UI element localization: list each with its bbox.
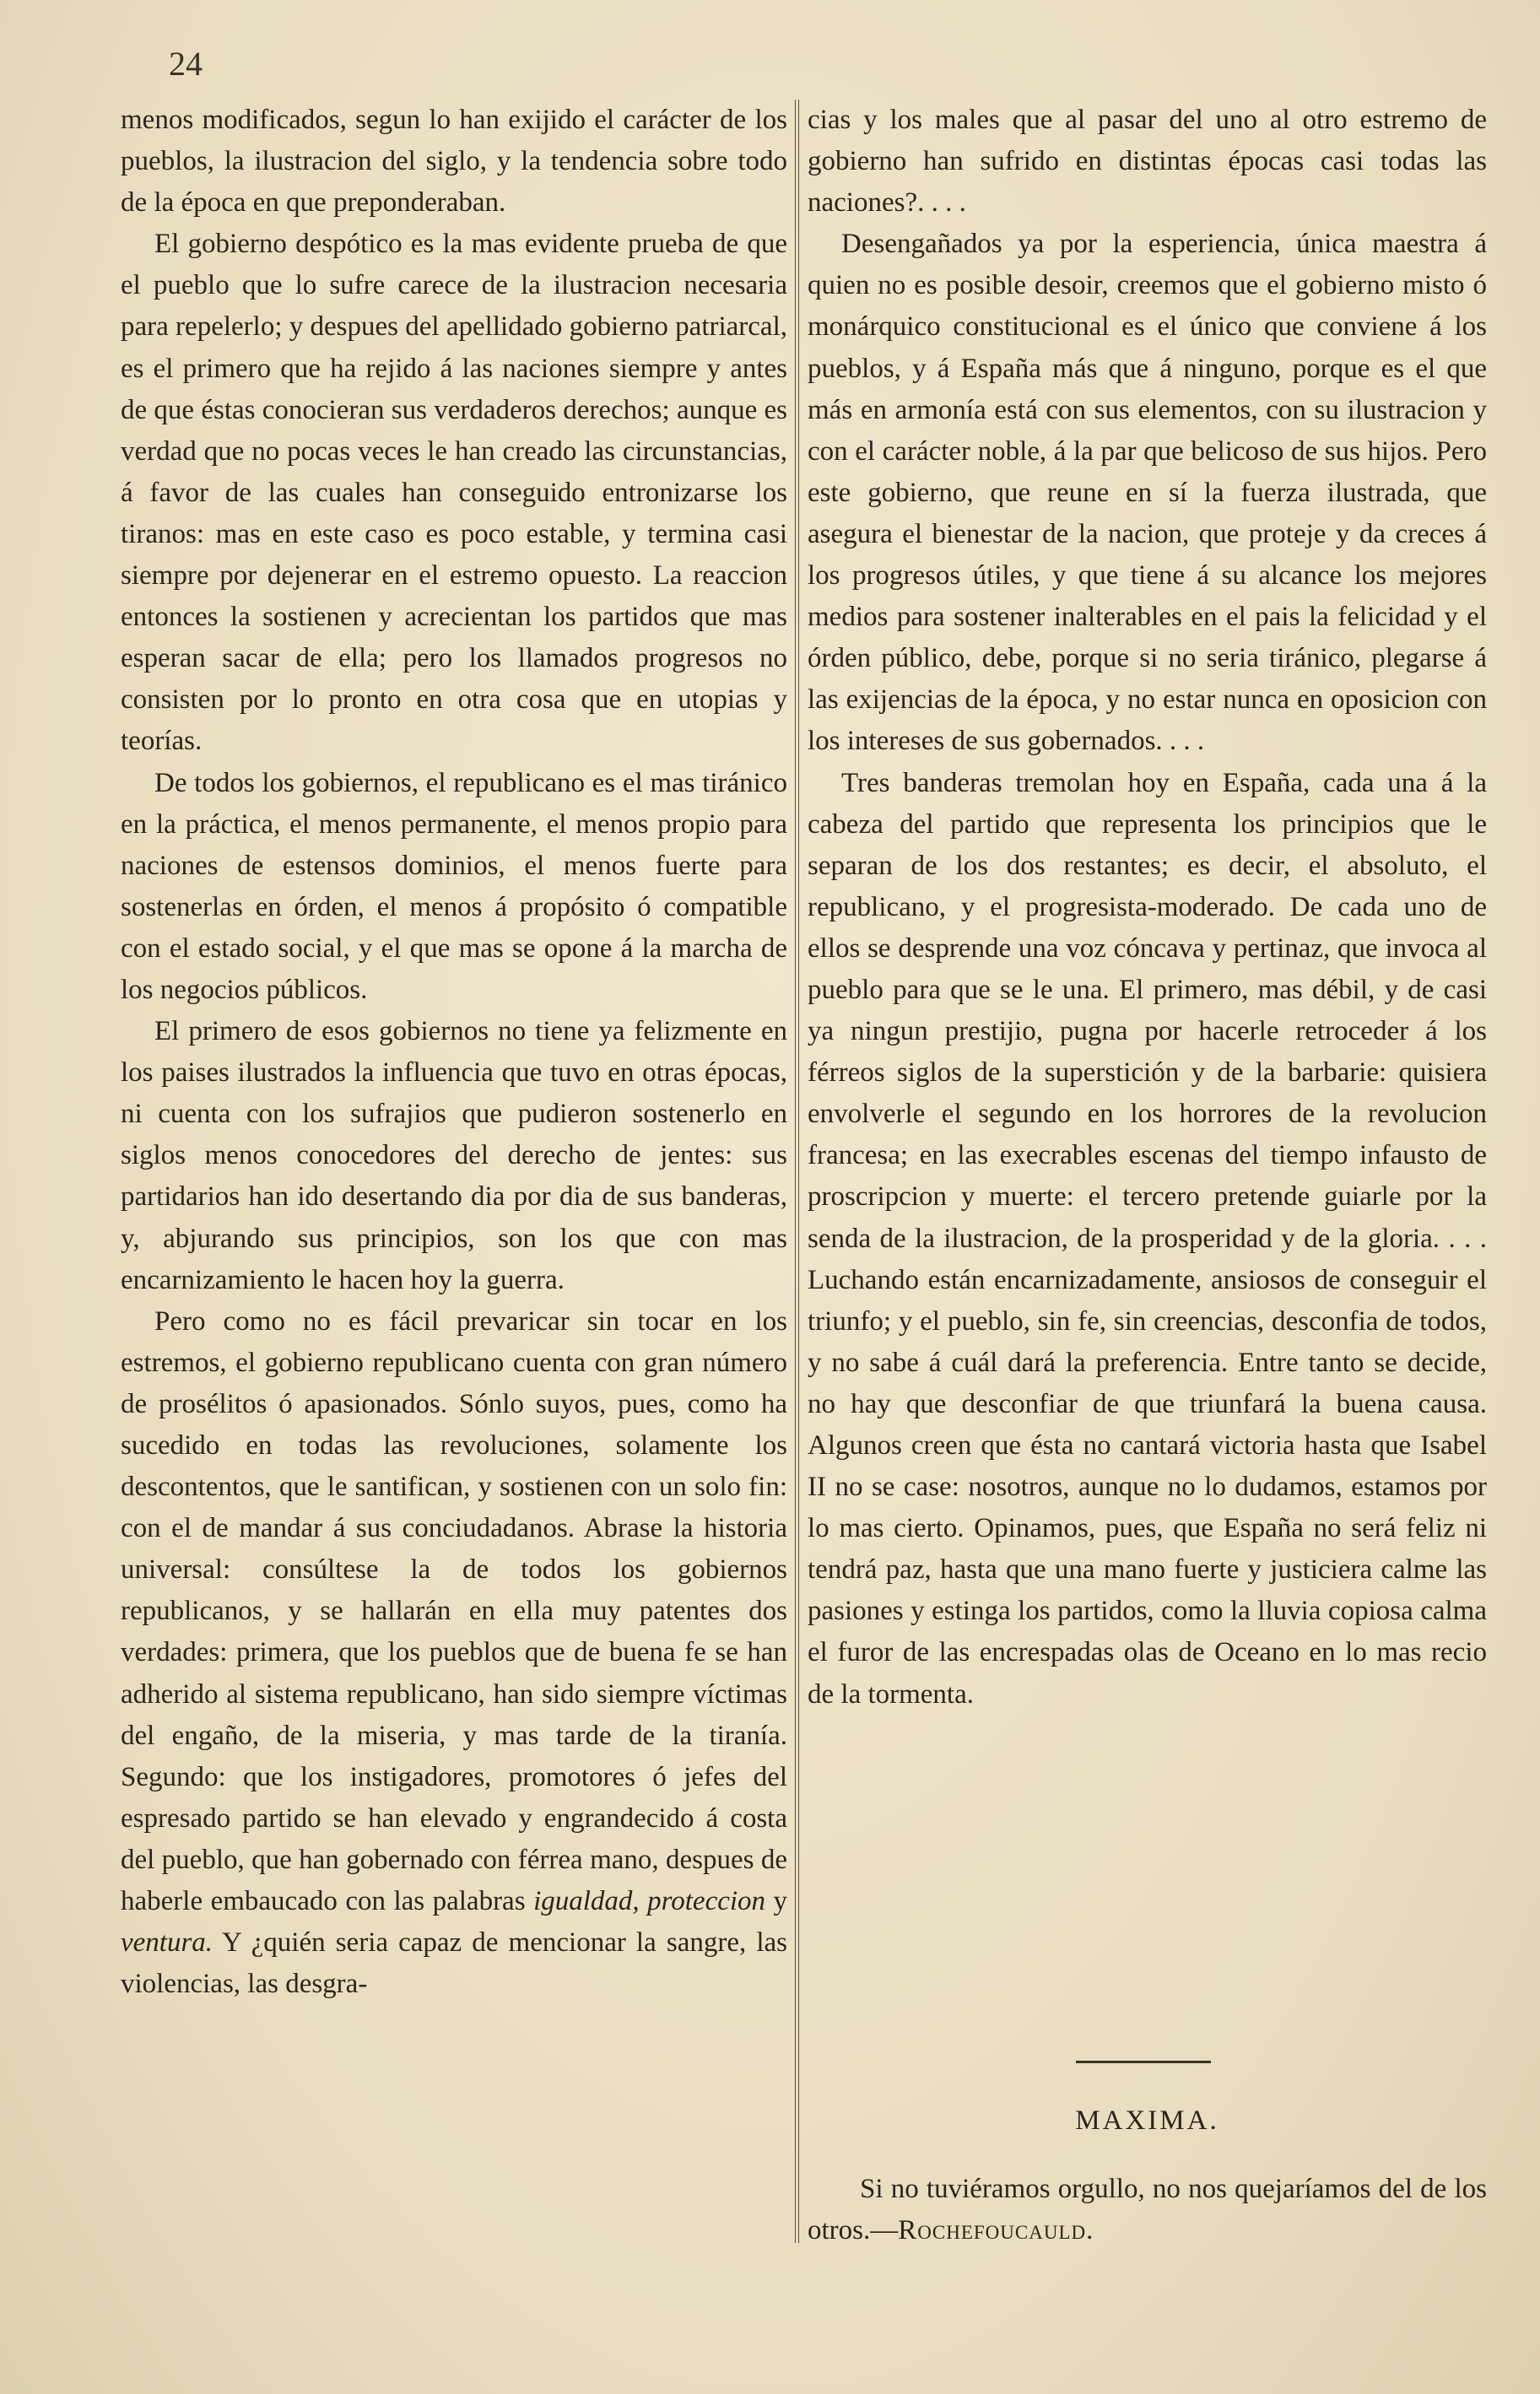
paragraph: Desengañados ya por la esperiencia, única maestra á quien no es posible desoir, creemos que el gobierno misto ó monárquico constitucional es el único que conviene á los pueblos, y á España más que á ninguno, porque es el que más en armonía está con sus elementos, con su ilustracion y con el carácter noble, á la par que belicoso de sus hijos. Pero este gobierno, que reune en sí la fuerza ilustrada, que asegura el bienestar de la nacion, que proteje y da creces á los progresos útiles, y que tiene á su alcance los mejores medios para sostener inalterables en el pais la felicidad y el órden público, debe, porque si no seria tiránico, plegarse á las exijencias de la época, y no estar nunca en oposicion con los intereses de sus gobernados. . . . bbox=[808, 229, 1487, 757]
conjunction: y bbox=[765, 1886, 788, 1917]
paragraph: El primero de esos gobiernos no tiene ya felizmente en los paises ilustrados la influencia que tuvo en otras épocas, ni cuenta con los sufrajios que pudieron sostenerlo en siglos menos conocedores del derecho de jentes: sus partidarios han ido desertando dia por dia de sus banderas, y, abjurando sus principios, son los que con mas encarnizamiento le hacen hoy la guerra. bbox=[121, 1016, 787, 1295]
right-column bbox=[808, 100, 1487, 1716]
maxim-text bbox=[808, 2169, 1487, 2251]
paragraph: El gobierno despótico es la mas evidente prueba de que el pueblo que lo sufre carece de la ilustracion necesaria para repelerlo; y despues del apellidado gobierno patriarcal, es el primero que ha rejido á las naciones siempre y antes de que éstas conocieran sus verdaderos derechos; aunque es verdad que no pocas veces le han creado las circunstancias, á favor de las cuales han conseguido entronizarse los tiranos: mas en este caso es poco estable, y termina casi siempre por dejenerar en el estremo opuesto. La reaccion entonces la sostienen y acrecientan los partidos que mas esperan sacar de ella; pero los llamados progresos no consisten por lo pronto en otra cosa que en utopias y teorías. bbox=[121, 229, 787, 757]
italic-words: igualdad, proteccion bbox=[533, 1886, 766, 1917]
paragraph-text: Pero como no es fácil prevaricar sin tocar en los estremos, el gobierno republicano cuenta con gran número de prosélitos ó apasionados. Sónlo suyos, pues, como ha sucedido en todas las revoluciones, solamente los descontentos, que le santifican, y sostienen con un solo fin: con el de mandar á sus conciudadanos. Abrase la historia universal: consúltese la de todos los gobiernos republicanos, y se hallarán en ella muy patentes dos verdades: primera, que los pueblos que de buena fe se han adherido al sistema republicano, han sido siempre víctimas del engaño, de la miseria, y mas tarde de la tiranía. Segundo: que los instigadores, promotores ó jefes del espresado partido se han elevado y engrandecido á costa del pueblo, que han gobernado con férrea mano, despues de haberle embaucado con las palabras bbox=[121, 1305, 787, 1917]
maxim-author: Rochefoucauld. bbox=[898, 2215, 1094, 2245]
italic-word: ventura. bbox=[121, 1927, 213, 1959]
column-divider bbox=[795, 100, 799, 2243]
maxim-body: Si no tuviéramos orgullo, no nos quejaríamos del de los otros.— bbox=[808, 2174, 1487, 2245]
paragraph: De todos los gobiernos, el republicano es el mas tiránico en la práctica, el menos permanente, el menos propio para naciones de estensos dominios, el menos fuerte para sostenerlas en órden, el menos á propósito ó compatible con el estado social, y el que mas se opone á la marcha de los negocios públicos. bbox=[121, 767, 787, 1005]
paragraph-tail: Y ¿quién seria capaz de mencionar la sangre, las violencias, las desgra- bbox=[121, 1927, 787, 2000]
page-number: 24 bbox=[169, 45, 203, 83]
paragraph-with-italics bbox=[121, 1301, 787, 2006]
maxim-title: MAXIMA. bbox=[1075, 2105, 1219, 2136]
left-column bbox=[121, 100, 787, 2005]
paragraph: cias y los males que al pasar del uno al otro estremo de gobierno han sufrido en distintas épocas casi todas las naciones?. . . . bbox=[808, 105, 1487, 219]
paragraph: menos modificados, segun lo han exijido el carácter de los pueblos, la ilustracion del siglo, y la tendencia sobre todo de la época en que preponderaban. bbox=[121, 105, 787, 219]
section-divider bbox=[1076, 2061, 1211, 2063]
paragraph: Tres banderas tremolan hoy en España, cada una á la cabeza del partido que representa los principios que le separan de los dos restantes; es decir, el absoluto, el republicano, y el progresista-moderado. De cada uno de ellos se desprende una voz cóncava y pertinaz, que invoca al pueblo para que se le una. El primero, mas débil, y de casi ya ningun prestijio, pugna por hacerle retroceder á los férreos siglos de la superstición y de la barbarie: quisiera envolverle el segundo en los horrores de la revolucion francesa; en las execrables escenas del tiempo infausto de proscripcion y muerte: el tercero pretende guiarle por la senda de la ilustracion, de la prosperidad y de la gloria. . . . Luchando están encarnizadamente, ansiosos de conseguir el triunfo; y el pueblo, sin fe, sin creencias, desconfia de todos, y no sabe á cuál dará la preferencia. Entre tanto se decide, no hay que desconfiar de que triunfará la buena causa. Algunos creen que ésta no cantará victoria hasta que Isabel II no se case: nosotros, aunque no lo dudamos, estamos por lo mas cierto. Opinamos, pues, que España no será feliz ni tendrá paz, hasta que una mano fuerte y justiciera calme las pasiones y estinga los partidos, como la lluvia copiosa calma el furor de las encrespadas olas de Oceano en lo mas recio de la tormenta. bbox=[808, 767, 1487, 1710]
